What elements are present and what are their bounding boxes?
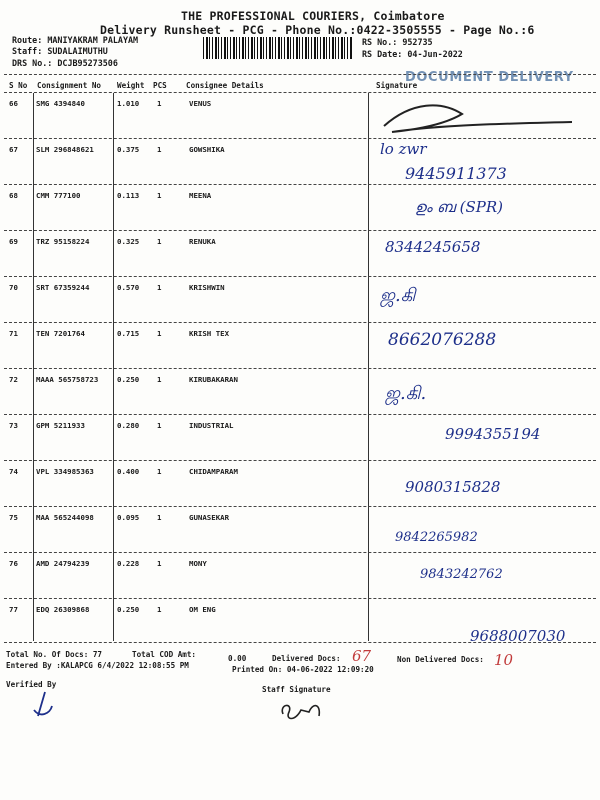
row-consignee: GOWSHIKA (189, 145, 225, 154)
verified-by-label: Verified By (6, 680, 57, 689)
col-sno: S No (9, 81, 28, 90)
col-pcs: PCS (153, 81, 167, 90)
row-pcs: 1 (157, 237, 162, 246)
row-consignee: INDUSTRIAL (189, 421, 234, 430)
handwritten-phone: 9994355194 (445, 425, 541, 443)
row-consignment: GPM 5211933 (36, 421, 85, 430)
row-pcs: 1 (157, 283, 162, 292)
row-weight: 0.280 (117, 421, 140, 430)
signature-scribble: ஜ.கி. (385, 383, 427, 404)
handwritten-phone: 9842265982 (395, 530, 478, 545)
row-consignment: CMM 777100 (36, 191, 81, 200)
handwritten-phone: 9080315828 (405, 478, 501, 496)
row-sno: 75 (9, 513, 18, 522)
barcode-graphic (203, 37, 353, 59)
row-weight: 0.570 (117, 283, 140, 292)
row-sno: 68 (9, 191, 18, 200)
row-weight: 0.715 (117, 329, 140, 338)
table-row (0, 461, 600, 507)
col-weight: Weight (117, 81, 145, 90)
rs-no-label: RS No.: (362, 37, 398, 47)
row-pcs: 1 (157, 145, 162, 154)
document-delivery-stamp: DOCUMENT DELIVERY (405, 70, 574, 85)
rs-no-value: 952735 (402, 37, 433, 47)
row-consignment: EDQ 26309868 (36, 605, 90, 614)
row-weight: 0.400 (117, 467, 140, 476)
row-consignment: TEN 7201764 (36, 329, 85, 338)
row-consignment: SRT 67359244 (36, 283, 90, 292)
printed-on: Printed On: 04-06-2022 12:09:20 (232, 665, 374, 674)
row-weight: 0.095 (117, 513, 140, 522)
row-consignee: RENUKA (189, 237, 216, 246)
row-sno: 73 (9, 421, 18, 430)
row-sno: 70 (9, 283, 18, 292)
row-sno: 72 (9, 375, 18, 384)
total-docs: Total No. Of Docs: 77 (6, 650, 103, 659)
row-pcs: 1 (157, 99, 162, 108)
row-pcs: 1 (157, 513, 162, 522)
table-row (0, 231, 600, 277)
drs-line (12, 58, 118, 68)
signature-scribble: lo zwr (380, 140, 427, 158)
row-consignment: SMG 4394840 (36, 99, 85, 108)
row-consignment: MAAA 565758723 (36, 375, 99, 384)
row-weight: 0.113 (117, 191, 140, 200)
total-cod-value: 0.00 (228, 654, 247, 663)
signature-scribble (372, 96, 592, 138)
signature-scribble: ஜ.கி (380, 285, 416, 306)
route-line (12, 35, 138, 45)
drs-label: DRS No.: (12, 58, 53, 68)
handwritten-phone: 8344245658 (385, 238, 481, 256)
row-consignee: OM ENG (189, 605, 216, 614)
rs-date-line (362, 49, 463, 59)
total-cod-label: Total COD Amt: (132, 650, 197, 659)
row-sno: 67 (9, 145, 18, 154)
row-consignee: KRISHWIN (189, 283, 225, 292)
row-consignee: MEENA (189, 191, 212, 200)
staff-signature (275, 698, 335, 724)
table-row (0, 323, 600, 369)
row-pcs: 1 (157, 605, 162, 614)
table-row (0, 185, 600, 231)
staff-value: SUDALAIMUTHU (47, 46, 108, 56)
row-pcs: 1 (157, 467, 162, 476)
rs-date-value: 04-Jun-2022 (407, 49, 463, 59)
row-sno: 77 (9, 605, 18, 614)
entered-by: Entered By :KALAPCG 6/4/2022 12:08:55 PM (6, 661, 189, 670)
route-label: Route: (12, 35, 43, 45)
row-weight: 0.325 (117, 237, 140, 246)
header-top-rule (4, 74, 596, 75)
verified-by-signature (30, 690, 60, 720)
col-consignment: Consignment No (37, 81, 102, 90)
handwritten-phone: 9843242762 (420, 567, 503, 582)
row-pcs: 1 (157, 329, 162, 338)
row-sno: 74 (9, 467, 18, 476)
rs-date-label: RS Date: (362, 49, 403, 59)
runsheet-subtitle: Delivery Runsheet - PCG - Phone No.:0422-3505555 - Page No.:6 (100, 23, 535, 37)
row-consignee: KRISH TEX (189, 329, 230, 338)
non-delivered-docs-label: Non Delivered Docs: (397, 655, 484, 664)
row-weight: 0.375 (117, 145, 140, 154)
table-row (0, 507, 600, 553)
company-title: THE PROFESSIONAL COURIERS, Coimbatore (181, 9, 445, 23)
row-consignment: MAA 565244098 (36, 513, 94, 522)
row-consignment: VPL 334985363 (36, 467, 94, 476)
row-consignment: SLM 296848621 (36, 145, 94, 154)
row-consignment: AMD 24794239 (36, 559, 90, 568)
signature-scribble: ഉം ബ (SPR) (415, 198, 504, 216)
route-value: MANIYAKRAM PALAYAM (47, 35, 139, 45)
row-sno: 76 (9, 559, 18, 568)
staff-line (12, 46, 108, 56)
table-row (0, 139, 600, 185)
row-pcs: 1 (157, 191, 162, 200)
row-sno: 71 (9, 329, 18, 338)
row-pcs: 1 (157, 421, 162, 430)
row-consignee: GUNASEKAR (189, 513, 230, 522)
row-pcs: 1 (157, 375, 162, 384)
drs-value: DCJB95273506 (57, 58, 118, 68)
row-consignment: TRZ 95158224 (36, 237, 90, 246)
delivered-docs-label: Delivered Docs: (272, 654, 341, 663)
col-consignee: Consignee Details (186, 81, 264, 90)
staff-signature-label: Staff Signature (262, 685, 331, 694)
col-signature: Signature (376, 81, 418, 90)
row-weight: 0.228 (117, 559, 140, 568)
row-consignee: KIRUBAKARAN (189, 375, 238, 384)
row-consignee: MONY (189, 559, 207, 568)
staff-label: Staff: (12, 46, 43, 56)
rs-no-line (362, 37, 433, 47)
handwritten-phone: 9445911373 (405, 164, 507, 183)
row-weight: 0.250 (117, 375, 140, 384)
non-delivered-docs-value: 10 (494, 651, 514, 669)
row-sno: 69 (9, 237, 18, 246)
row-weight: 1.010 (117, 99, 140, 108)
row-weight: 0.250 (117, 605, 140, 614)
handwritten-phone: 9688007030 (470, 627, 566, 645)
table-row (0, 277, 600, 323)
row-consignee: VENUS (189, 99, 212, 108)
table-row (0, 553, 600, 599)
table-row (0, 369, 600, 415)
row-consignee: CHIDAMPARAM (189, 467, 238, 476)
handwritten-phone: 8662076288 (388, 330, 497, 350)
row-sno: 66 (9, 99, 18, 108)
delivered-docs-value: 67 (352, 647, 372, 665)
row-pcs: 1 (157, 559, 162, 568)
